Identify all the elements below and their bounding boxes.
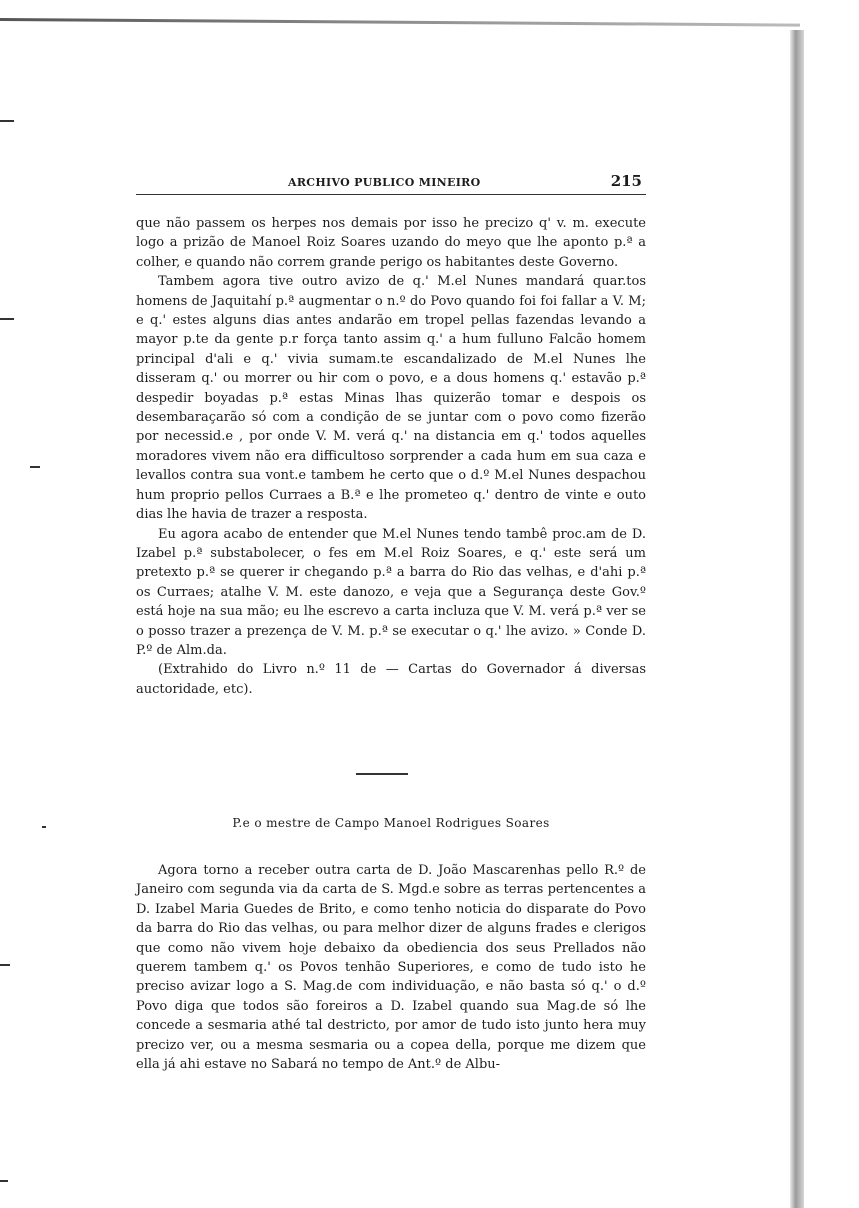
page-number: 215	[610, 172, 642, 190]
section-divider	[356, 773, 408, 775]
scan-binding-edge	[790, 30, 804, 1208]
scan-top-edge	[0, 18, 800, 27]
running-title: ARCHIVO PUBLICO MINEIRO	[288, 176, 481, 189]
paragraph: Tambem agora tive outro avizo de q.' M.el Nunes mandará quar.tos homens de Jaquitahí p.ª augmentar o n.º do Povo quando foi foi fallar a V. M; e q.' estes alguns dias antes andarão em tropel pellas fazendas levando a mayor p.te da gente p.r força tanto assim q.' a hum fulluno Falcão homem principal d'ali e q.' vivia sumam.te escandalizado de M.el Nunes lhe disseram q.' ou morrer ou hir com o povo, e a dous homens q.' estavão p.ª despedir boyadas p.ª estas Minas lhas quizerão tomar e despois os desembaraçarão só com a condição de se juntar com o povo como fizerão por necessid.e , por onde V. M. verá q.' na distancia em q.' todos aquelles moradores vivem não era difficultoso sorprender a cada hum em sua caza e levallos contra sua vont.e tambem he certo que o d.º M.el Nunes despachou hum proprio pellos Curraes a B.ª e lhe prometeo q.' dentro de vinte e outo dias lhe havia de trazer a resposta.	[136, 274, 646, 523]
page-right-margin	[804, 0, 859, 1208]
paragraph: Eu agora acabo de entender que M.el Nunes tendo tambê proc.am de D. Izabel p.ª substabolecer, o fes em M.el Roiz Soares, e q.' este será um pretexto p.ª se querer ir chegando p.ª a barra do Rio das velhas, e d'ahi p.ª os Curraes; atalhe V. M. este danozo, e veja que a Segurança deste Gov.º está hoje na sua mão; eu lhe escrevo a carta incluza que V. M. verá p.ª ver se o posso trazer a prezença de V. M. p.ª se executar o q.' lhe avizo. » Conde D. P.º de Alm.da.	[136, 526, 646, 658]
section-heading: P.e o mestre de Campo Manoel Rodrigues Soares	[232, 816, 550, 830]
margin-mark	[0, 120, 14, 122]
paragraph: Agora torno a receber outra carta de D. João Mascarenhas pello R.º de Janeiro com segunda via da carta de S. Mgd.e sobre as terras pertencentes a D. Izabel Maria Guedes de Brito, e como tenho noticia do disparate do Povo da barra do Rio das velhas, ou para melhor dizer de alguns frades e clerigos que como não vivem hoje debaixo da obediencia dos seus Prellados não querem tambem q.' os Povos tenhão Superiores, e como de tudo isto he preciso avizar logo a S. Mag.de com individuação, e não basta só q.' o d.º Povo diga que todos são foreiros a D. Izabel quando sua Mag.de só lhe concede a sesmaria athé tal destricto, por amor de tudo isto junto hera muy precizo ver, ou a mesma sesmaria ou a copea della, porque me dizem que ella já ahi estave no Sabará no tempo de Ant.º de Albu-	[136, 863, 646, 1073]
paragraph: que não passem os herpes nos demais por isso he precizo q' v. m. execute logo a prizão de Manoel Roiz Soares uzando do meyo que lhe aponto p.ª a colher, e quando não correm grande perigo os habitantes deste Governo.	[136, 216, 646, 270]
source-citation: (Extrahido do Livro n.º 11 de — Cartas do Governador á diversas auctoridade, etc).	[136, 662, 646, 697]
margin-mark	[0, 318, 14, 320]
margin-mark	[30, 466, 40, 468]
margin-mark	[42, 826, 46, 828]
letter-continuation	[136, 214, 646, 699]
margin-mark	[0, 964, 10, 966]
running-header	[136, 170, 646, 195]
letter-body	[136, 861, 646, 1074]
margin-mark	[0, 1180, 8, 1182]
